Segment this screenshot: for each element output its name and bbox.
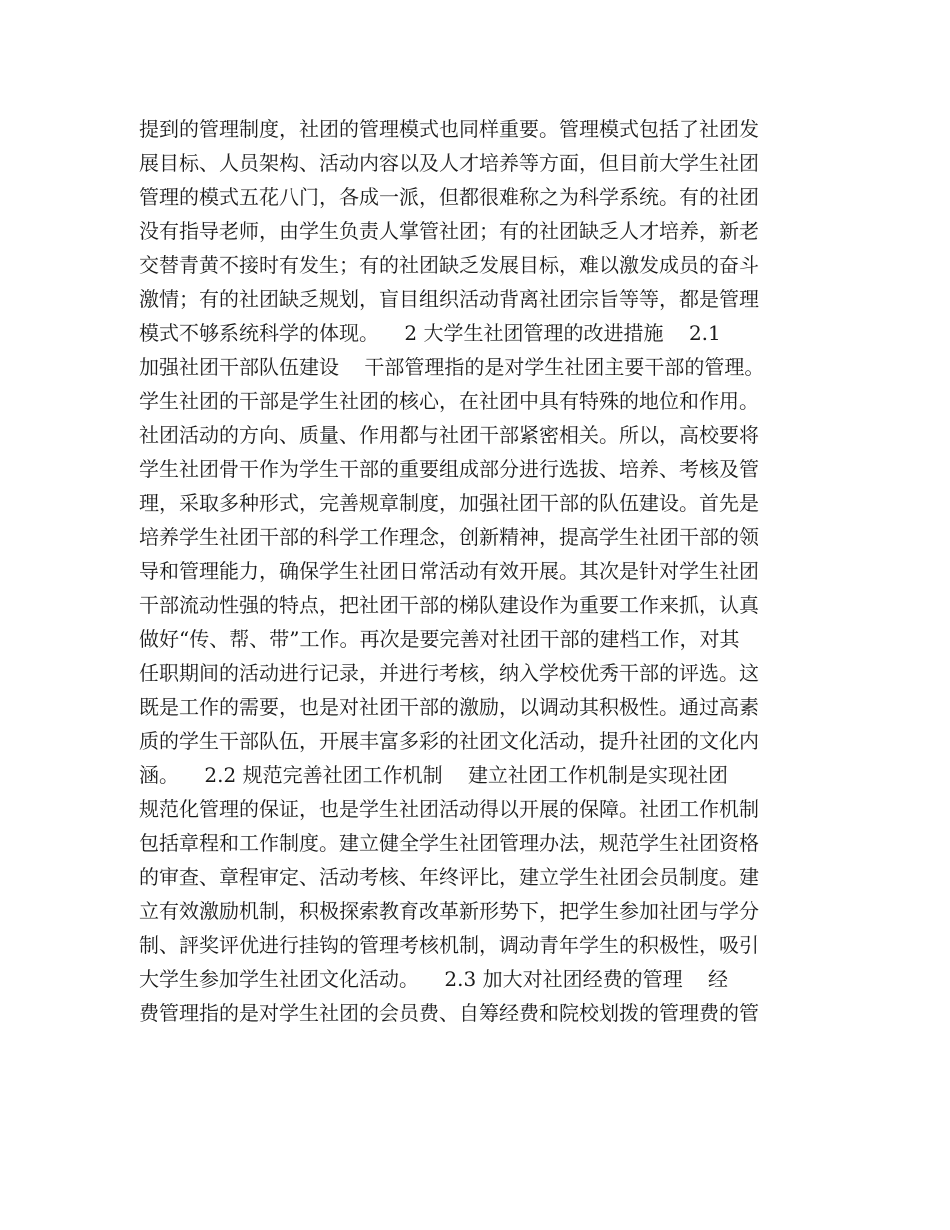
text-line: 费管理指的是对学生社团的会员费、自筹经费和院校划拨的管理费的管 xyxy=(139,1001,759,1025)
text-line: 任职期间的活动进行记录，并进行考核，纳入学校优秀干部的评选。这 xyxy=(139,661,759,685)
body-text xyxy=(139,112,815,1030)
text-line: 激情；有的社团缺乏规划，盲目组织活动背离社团宗旨等等，都是管理 xyxy=(139,287,759,311)
text-line: 大学生参加学生社团文化活动。 2.3 加大对社团经费的管理 经 xyxy=(139,967,729,991)
text-line: 立有效激励机制，积极探索教育改革新形势下，把学生参加社团与学分 xyxy=(139,899,759,923)
text-line: 导和管理能力，确保学生社团日常活动有效开展。其次是针对学生社团 xyxy=(139,559,759,583)
text-line: 规范化管理的保证，也是学生社团活动得以开展的保障。社团工作机制 xyxy=(139,797,759,821)
text-line: 没有指导老师，由学生负责人掌管社团；有的社团缺乏人才培养，新老 xyxy=(139,219,759,243)
text-line: 干部流动性强的特点，把社团干部的梯队建设作为重要工作来抓，认真 xyxy=(139,593,759,617)
text-line: 制、評奖评优进行挂钩的管理考核机制，调动青年学生的积极性，吸引 xyxy=(139,933,759,957)
text-line: 社团活动的方向、质量、作用都与社团干部紧密相关。所以，高校要将 xyxy=(139,423,759,447)
text-line: 加强社团干部队伍建设 干部管理指的是对学生社团主要干部的管理。 xyxy=(139,355,765,379)
text-line: 的审查、章程审定、活动考核、年终评比，建立学生社团会员制度。建 xyxy=(139,865,759,889)
text-line: 交替青黄不接时有发生；有的社团缺乏发展目标，难以激发成员的奋斗 xyxy=(139,253,759,277)
text-line: 管理的模式五花八门，各成一派，但都很难称之为科学系统。有的社团 xyxy=(139,185,759,209)
text-line: 学生社团骨干作为学生干部的重要组成部分进行选拔、培养、考核及管 xyxy=(139,457,759,481)
text-line: 展目标、人员架构、活动内容以及人才培养等方面，但目前大学生社团 xyxy=(139,151,759,175)
text-line: 涵。 2.2 规范完善社团工作机制 建立社团工作机制是实现社团 xyxy=(139,763,729,787)
text-line: 质的学生干部队伍，开展丰富多彩的社团文化活动，提升社团的文化内 xyxy=(139,729,759,753)
text-line: 学生社团的干部是学生社团的核心，在社团中具有特殊的地位和作用。 xyxy=(139,389,759,413)
text-line: 包括章程和工作制度。建立健全学生社团管理办法，规范学生社团资格 xyxy=(139,831,759,855)
text-line: 理，采取多种形式，完善规章制度，加强社团干部的队伍建设。首先是 xyxy=(139,491,759,515)
text-line: 模式不够系统科学的体现。 2 大学生社团管理的改进措施 2.1 xyxy=(139,321,721,345)
text-line: 提到的管理制度，社团的管理模式也同样重要。管理模式包括了社团发 xyxy=(139,117,759,141)
text-line: 做好“传、帮、带”工作。再次是要完善对社团干部的建档工作，对其 xyxy=(139,627,740,651)
text-line: 培养学生社团干部的科学工作理念，创新精神，提高学生社团干部的领 xyxy=(139,525,759,549)
text-line: 既是工作的需要，也是对社团干部的激励，以调动其积极性。通过高素 xyxy=(139,695,759,719)
